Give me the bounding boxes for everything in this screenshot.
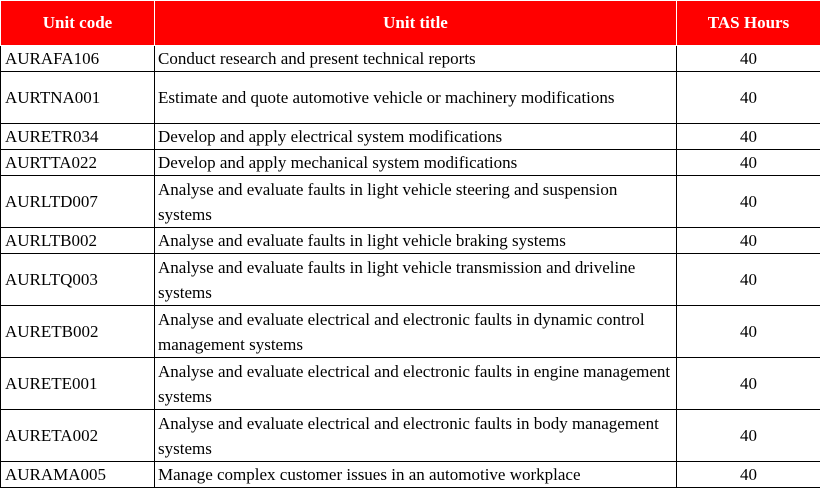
unit-code-cell: AURLTB002 — [1, 228, 155, 254]
tas-hours-cell: 40 — [677, 254, 820, 306]
unit-code-cell: AURTTA022 — [1, 150, 155, 176]
tas-hours-cell: 40 — [677, 124, 820, 150]
unit-code-cell: AURTNA001 — [1, 72, 155, 124]
unit-code-cell: AURETE001 — [1, 358, 155, 410]
tas-hours-cell: 40 — [677, 306, 820, 358]
table-row — [1, 410, 820, 462]
tas-hours-header: TAS Hours — [677, 1, 820, 46]
tas-hours-cell: 40 — [677, 72, 820, 124]
unit-code-cell: AURLTD007 — [1, 176, 155, 228]
unit-title-cell: Develop and apply electrical system modifications — [155, 124, 677, 150]
table-row — [1, 124, 820, 150]
unit-title-cell: Estimate and quote automotive vehicle or machinery modifications — [155, 72, 677, 124]
tas-hours-cell: 40 — [677, 176, 820, 228]
unit-code-cell: AURETR034 — [1, 124, 155, 150]
unit-code-cell: AURAMA005 — [1, 462, 155, 488]
unit-title-cell: Analyse and evaluate faults in light vehicle transmission and driveline systems — [155, 254, 677, 306]
unit-code-cell: AURAFA106 — [1, 46, 155, 72]
unit-title-cell: Analyse and evaluate faults in light vehicle braking systems — [155, 228, 677, 254]
tas-hours-cell: 40 — [677, 462, 820, 488]
unit-title-cell: Analyse and evaluate electrical and electronic faults in body management systems — [155, 410, 677, 462]
unit-code-header: Unit code — [1, 1, 155, 46]
unit-title-cell: Analyse and evaluate electrical and electronic faults in dynamic control management systems — [155, 306, 677, 358]
unit-title-header: Unit title — [155, 1, 677, 46]
table-row — [1, 176, 820, 228]
tas-hours-cell: 40 — [677, 228, 820, 254]
tas-hours-cell: 40 — [677, 46, 820, 72]
tas-hours-cell: 40 — [677, 410, 820, 462]
table-row — [1, 46, 820, 72]
unit-code-cell: AURETA002 — [1, 410, 155, 462]
table-row — [1, 306, 820, 358]
unit-title-cell: Analyse and evaluate electrical and electronic faults in engine management systems — [155, 358, 677, 410]
tas-hours-cell: 40 — [677, 150, 820, 176]
table-row — [1, 228, 820, 254]
table-row — [1, 254, 820, 306]
unit-title-cell: Develop and apply mechanical system modifications — [155, 150, 677, 176]
unit-title-cell: Manage complex customer issues in an automotive workplace — [155, 462, 677, 488]
table-header-row — [1, 1, 820, 46]
unit-title-cell: Analyse and evaluate faults in light vehicle steering and suspension systems — [155, 176, 677, 228]
table-row — [1, 358, 820, 410]
unit-code-cell: AURLTQ003 — [1, 254, 155, 306]
table-row — [1, 150, 820, 176]
table-row — [1, 72, 820, 124]
unit-code-cell: AURETB002 — [1, 306, 155, 358]
table-row — [1, 462, 820, 488]
unit-title-cell: Conduct research and present technical reports — [155, 46, 677, 72]
tas-hours-cell: 40 — [677, 358, 820, 410]
